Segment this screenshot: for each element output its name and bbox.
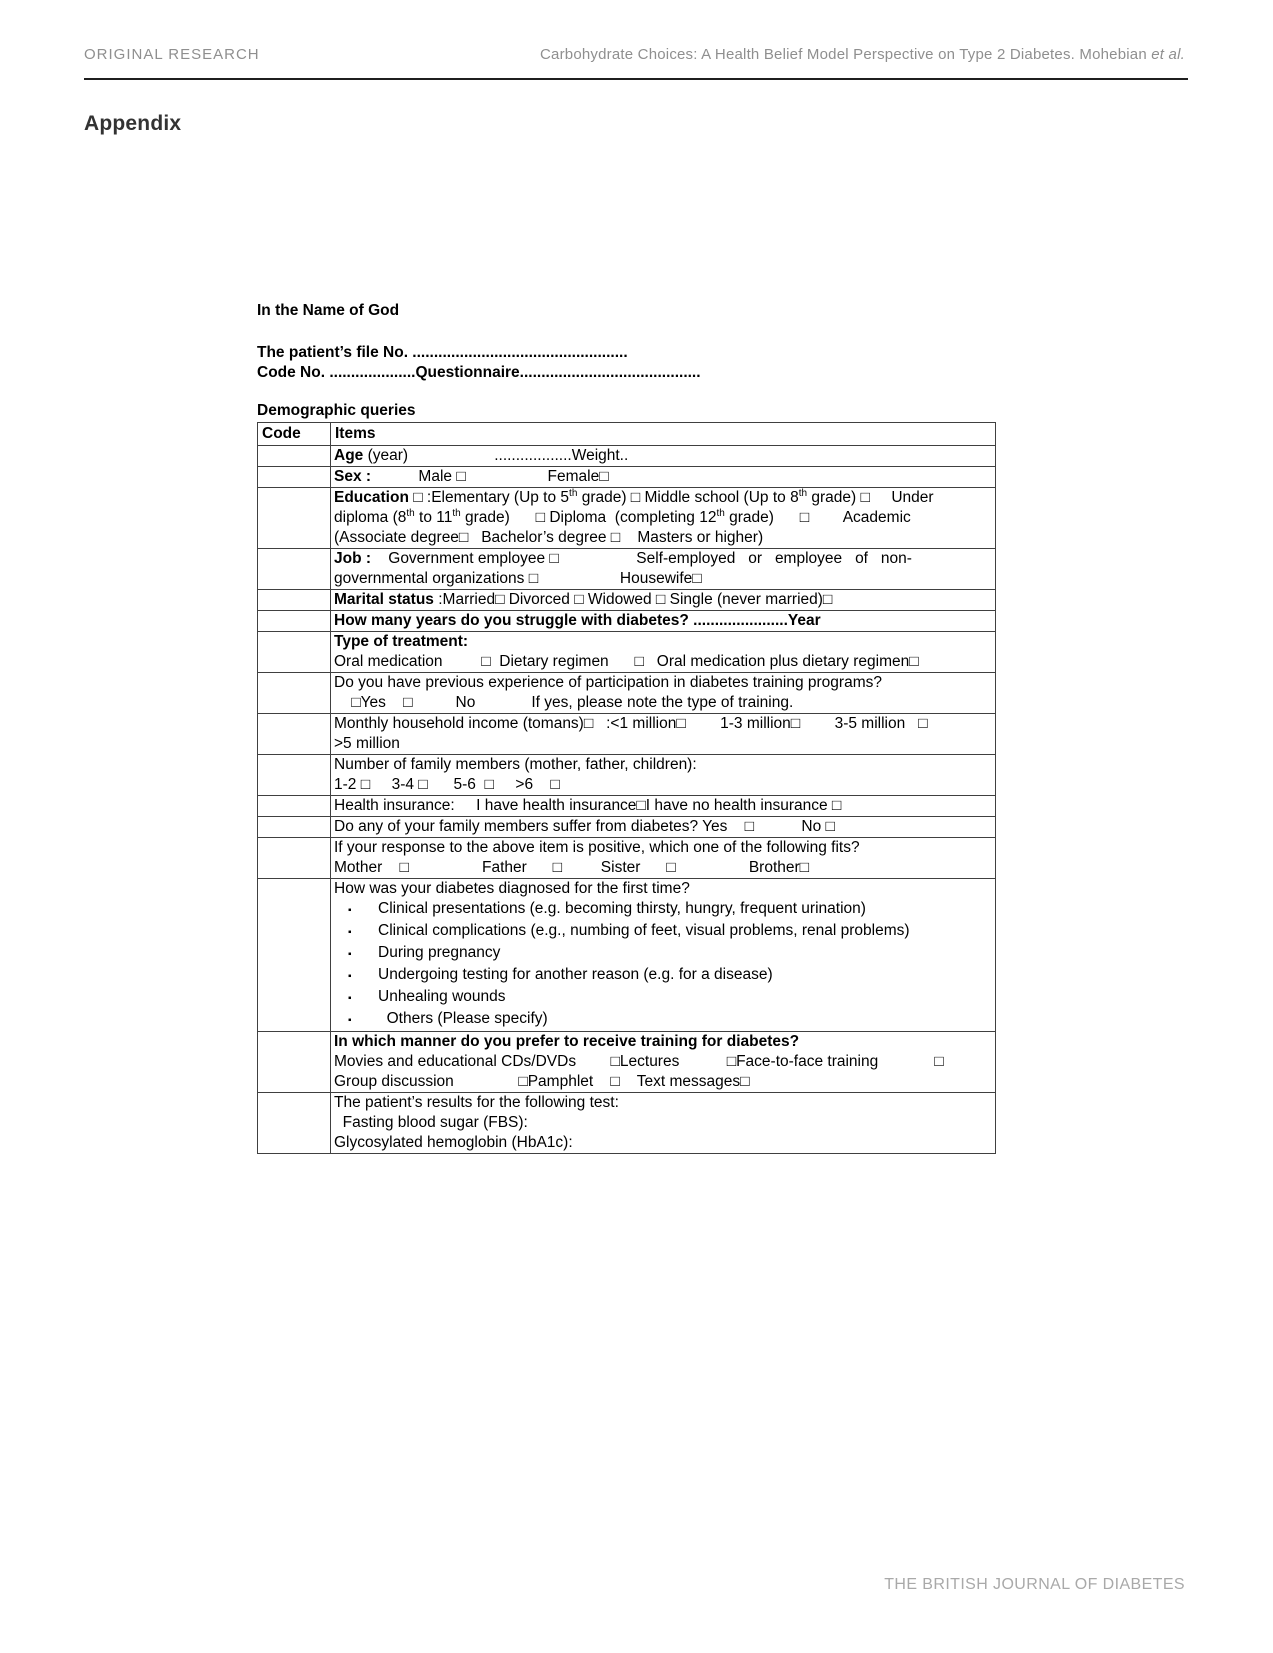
code-cell bbox=[258, 1093, 331, 1154]
items-cell bbox=[331, 611, 996, 632]
bullet-line: ▪ Unhealing wounds bbox=[334, 987, 992, 1009]
code-cell bbox=[258, 838, 331, 879]
text-line: Number of family members (mother, father, children): bbox=[334, 756, 697, 773]
table-caption: Demographic queries bbox=[257, 402, 416, 419]
items-cell bbox=[331, 549, 996, 590]
text-line: Movies and educational CDs/DVDs □Lectures □Face-to-face training □ bbox=[334, 1053, 944, 1070]
bullet-icon: ▪ bbox=[348, 1015, 352, 1026]
bullet-icon: ▪ bbox=[348, 905, 352, 916]
code-cell bbox=[258, 714, 331, 755]
bullet-icon: ▪ bbox=[348, 927, 352, 938]
text-line: governmental organizations □ Housewife□ bbox=[334, 570, 702, 587]
text-line: Age (year) ..................Weight.. bbox=[334, 447, 629, 464]
text-line: Do any of your family members suffer from diabetes? Yes □ No □ bbox=[334, 818, 835, 835]
table-row bbox=[258, 446, 996, 467]
bullet-line: ▪ Undergoing testing for another reason (e.g. for a disease) bbox=[334, 965, 992, 987]
text-line: (Associate degree□ Bachelor’s degree □ Masters or higher) bbox=[334, 529, 764, 546]
table-row bbox=[258, 714, 996, 755]
code-cell bbox=[258, 796, 331, 817]
text-line: □Yes □ No If yes, please note the type of training. bbox=[334, 694, 794, 711]
items-cell bbox=[331, 714, 996, 755]
table-row bbox=[258, 632, 996, 673]
text-line: Education □ :Elementary (Up to 5th grade) □ Middle school (Up to 8th grade) □ Under bbox=[334, 487, 934, 506]
code-cell bbox=[258, 1032, 331, 1093]
table-row bbox=[258, 549, 996, 590]
table-header-row bbox=[258, 423, 996, 446]
items-cell bbox=[331, 838, 996, 879]
header-et-al: et al. bbox=[1151, 46, 1185, 63]
text-line: Oral medication □ Dietary regimen □ Oral medication plus dietary regimen□ bbox=[334, 653, 919, 670]
items-cell bbox=[331, 1032, 996, 1093]
table-row bbox=[258, 488, 996, 549]
items-cell bbox=[331, 590, 996, 611]
code-column-header: Code bbox=[258, 423, 331, 446]
text-line: In which manner do you prefer to receive training for diabetes? bbox=[334, 1033, 800, 1050]
text-line: diploma (8th to 11th grade) □ Diploma (completing 12th grade) □ Academic bbox=[334, 507, 911, 526]
bullet-icon: ▪ bbox=[348, 971, 352, 982]
code-cell bbox=[258, 549, 331, 590]
code-cell bbox=[258, 879, 331, 1032]
items-cell bbox=[331, 467, 996, 488]
text-line: 1-2 □ 3-4 □ 5-6 □ >6 □ bbox=[334, 776, 560, 793]
text-line: How was your diabetes diagnosed for the first time? bbox=[334, 880, 690, 897]
text-line: The patient’s results for the following test: bbox=[334, 1094, 619, 1111]
items-cell bbox=[331, 632, 996, 673]
text-line: Marital status :Married□ Divorced □ Widowed □ Single (never married)□ bbox=[334, 591, 833, 608]
text-line: How many years do you struggle with diabetes? ......................Year bbox=[334, 612, 821, 629]
bullet-line: ▪ Others (Please specify) bbox=[334, 1009, 992, 1031]
text-line: Job : Government employee □ Self-employed or employee of non- bbox=[334, 550, 912, 567]
items-cell bbox=[331, 817, 996, 838]
header-section-label: ORIGINAL RESEARCH bbox=[84, 46, 260, 63]
table-head bbox=[258, 423, 996, 446]
bullet-line: ▪ During pregnancy bbox=[334, 943, 992, 965]
table-row bbox=[258, 796, 996, 817]
table-row bbox=[258, 817, 996, 838]
table-row bbox=[258, 590, 996, 611]
table-row bbox=[258, 1093, 996, 1154]
text-line: If your response to the above item is positive, which one of the following fits? bbox=[334, 839, 860, 856]
code-questionnaire-line: Code No. ....................Questionnaire.......................................... bbox=[257, 364, 701, 381]
items-cell bbox=[331, 796, 996, 817]
table-row bbox=[258, 673, 996, 714]
header-article-title: Carbohydrate Choices: A Health Belief Model Perspective on Type 2 Diabetes. Mohebian et al. bbox=[540, 46, 1185, 63]
code-cell bbox=[258, 488, 331, 549]
bullet-line: ▪ Clinical presentations (e.g. becoming thirsty, hungry, frequent urination) bbox=[334, 899, 992, 921]
text-line: Health insurance: I have health insurance□I have no health insurance □ bbox=[334, 797, 842, 814]
name-of-god-line: In the Name of God bbox=[257, 302, 400, 319]
text-line: Do you have previous experience of participation in diabetes training programs? bbox=[334, 674, 882, 691]
items-column-header: Items bbox=[331, 423, 996, 446]
items-cell bbox=[331, 755, 996, 796]
text-line: Glycosylated hemoglobin (HbA1c): bbox=[334, 1134, 573, 1151]
bullet-line: ▪ Clinical complications (e.g., numbing of feet, visual problems, renal problems) bbox=[334, 921, 992, 943]
patient-file-line: The patient’s file No. .................................................. bbox=[257, 344, 628, 361]
items-cell bbox=[331, 446, 996, 467]
code-cell bbox=[258, 446, 331, 467]
journal-footer: THE BRITISH JOURNAL OF DIABETES bbox=[884, 1576, 1185, 1593]
items-cell bbox=[331, 673, 996, 714]
header-divider bbox=[84, 78, 1188, 80]
demographic-queries-table bbox=[257, 422, 996, 1154]
text-line: Mother □ Father □ Sister □ Brother□ bbox=[334, 859, 810, 876]
table-body bbox=[258, 446, 996, 1154]
items-cell bbox=[331, 488, 996, 549]
items-cell bbox=[331, 879, 996, 1032]
code-cell bbox=[258, 611, 331, 632]
running-header bbox=[84, 46, 1185, 63]
items-cell bbox=[331, 1093, 996, 1154]
table-row bbox=[258, 1032, 996, 1093]
code-cell bbox=[258, 632, 331, 673]
text-line: Type of treatment: bbox=[334, 633, 469, 650]
table-row bbox=[258, 755, 996, 796]
table-row bbox=[258, 611, 996, 632]
text-line: >5 million bbox=[334, 735, 400, 752]
table-row bbox=[258, 879, 996, 1032]
code-cell bbox=[258, 817, 331, 838]
table-row bbox=[258, 838, 996, 879]
text-line: Sex : Male □ Female□ bbox=[334, 468, 609, 485]
code-cell bbox=[258, 755, 331, 796]
appendix-title: Appendix bbox=[84, 112, 182, 135]
code-cell bbox=[258, 467, 331, 488]
bullet-icon: ▪ bbox=[348, 993, 352, 1004]
text-line: Monthly household income (tomans)□ :<1 million□ 1-3 million□ 3-5 million □ bbox=[334, 715, 928, 732]
table-row bbox=[258, 467, 996, 488]
code-cell bbox=[258, 673, 331, 714]
text-line: Fasting blood sugar (FBS): bbox=[334, 1114, 528, 1131]
code-cell bbox=[258, 590, 331, 611]
bullet-icon: ▪ bbox=[348, 949, 352, 960]
text-line: Group discussion □Pamphlet □ Text messages□ bbox=[334, 1073, 750, 1090]
appendix-content bbox=[257, 301, 998, 1154]
